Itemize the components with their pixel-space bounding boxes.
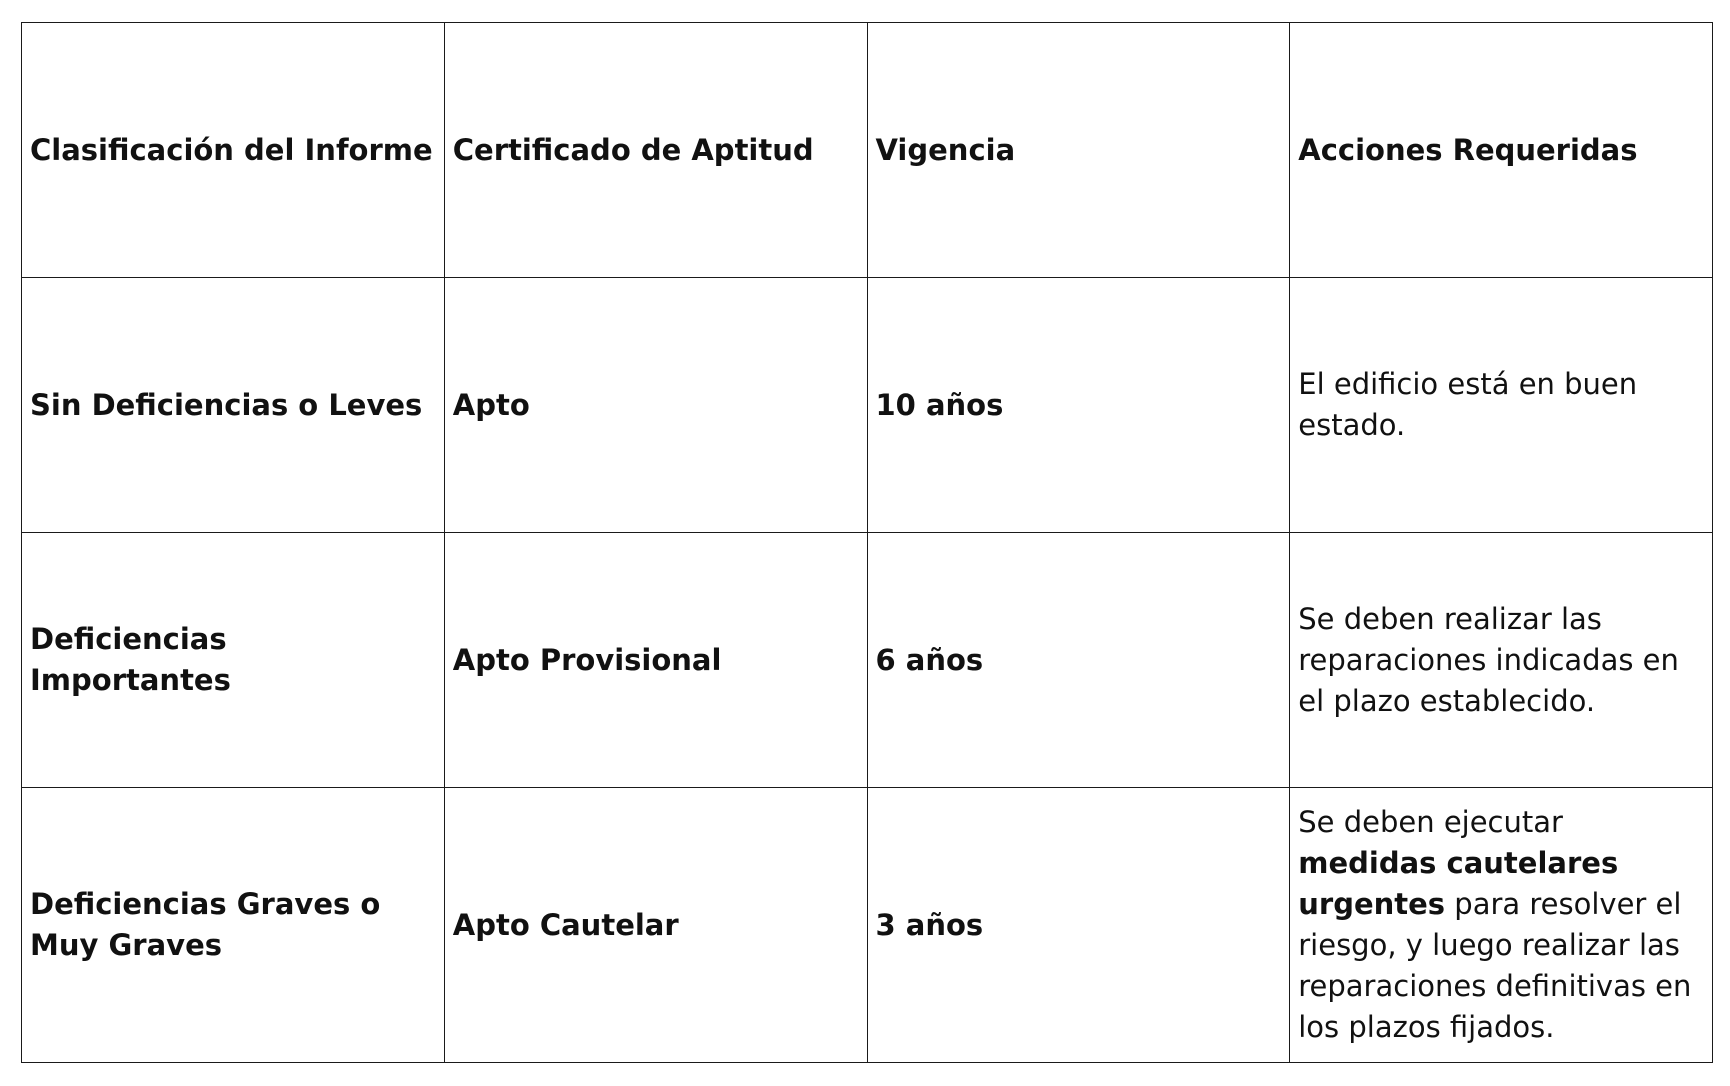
cell-clasificacion: Deficiencias Graves o Muy Graves: [22, 788, 445, 1063]
acciones-text-after: para resolver el riesgo, y luego realizar las reparaciones definitivas en los plazos fijados.: [1298, 887, 1692, 1044]
header-clasificacion: Clasificación del Informe: [22, 23, 445, 278]
header-vigencia: Vigencia: [867, 23, 1290, 278]
cell-certificado: Apto: [444, 278, 867, 533]
cell-acciones: Se deben realizar las reparaciones indicadas en el plazo establecido.: [1290, 533, 1713, 788]
cell-acciones: [1290, 788, 1713, 1063]
cell-clasificacion: Sin Deficiencias o Leves: [22, 278, 445, 533]
cell-clasificacion: Deficiencias Importantes: [22, 533, 445, 788]
table-row: [22, 788, 1713, 1063]
acciones-text-emphasis: medidas cautelares urgentes: [1298, 846, 1619, 921]
cell-acciones: El edificio está en buen estado.: [1290, 278, 1713, 533]
acciones-text-before: Se deben ejecutar: [1298, 805, 1563, 839]
header-acciones: Acciones Requeridas: [1290, 23, 1713, 278]
table-row: [22, 278, 1713, 533]
cell-vigencia: 6 años: [867, 533, 1290, 788]
classification-table: [21, 22, 1713, 1063]
table-header-row: [22, 23, 1713, 278]
table-row: [22, 533, 1713, 788]
cell-certificado: Apto Provisional: [444, 533, 867, 788]
cell-vigencia: 10 años: [867, 278, 1290, 533]
cell-certificado: Apto Cautelar: [444, 788, 867, 1063]
header-certificado: Certificado de Aptitud: [444, 23, 867, 278]
cell-vigencia: 3 años: [867, 788, 1290, 1063]
